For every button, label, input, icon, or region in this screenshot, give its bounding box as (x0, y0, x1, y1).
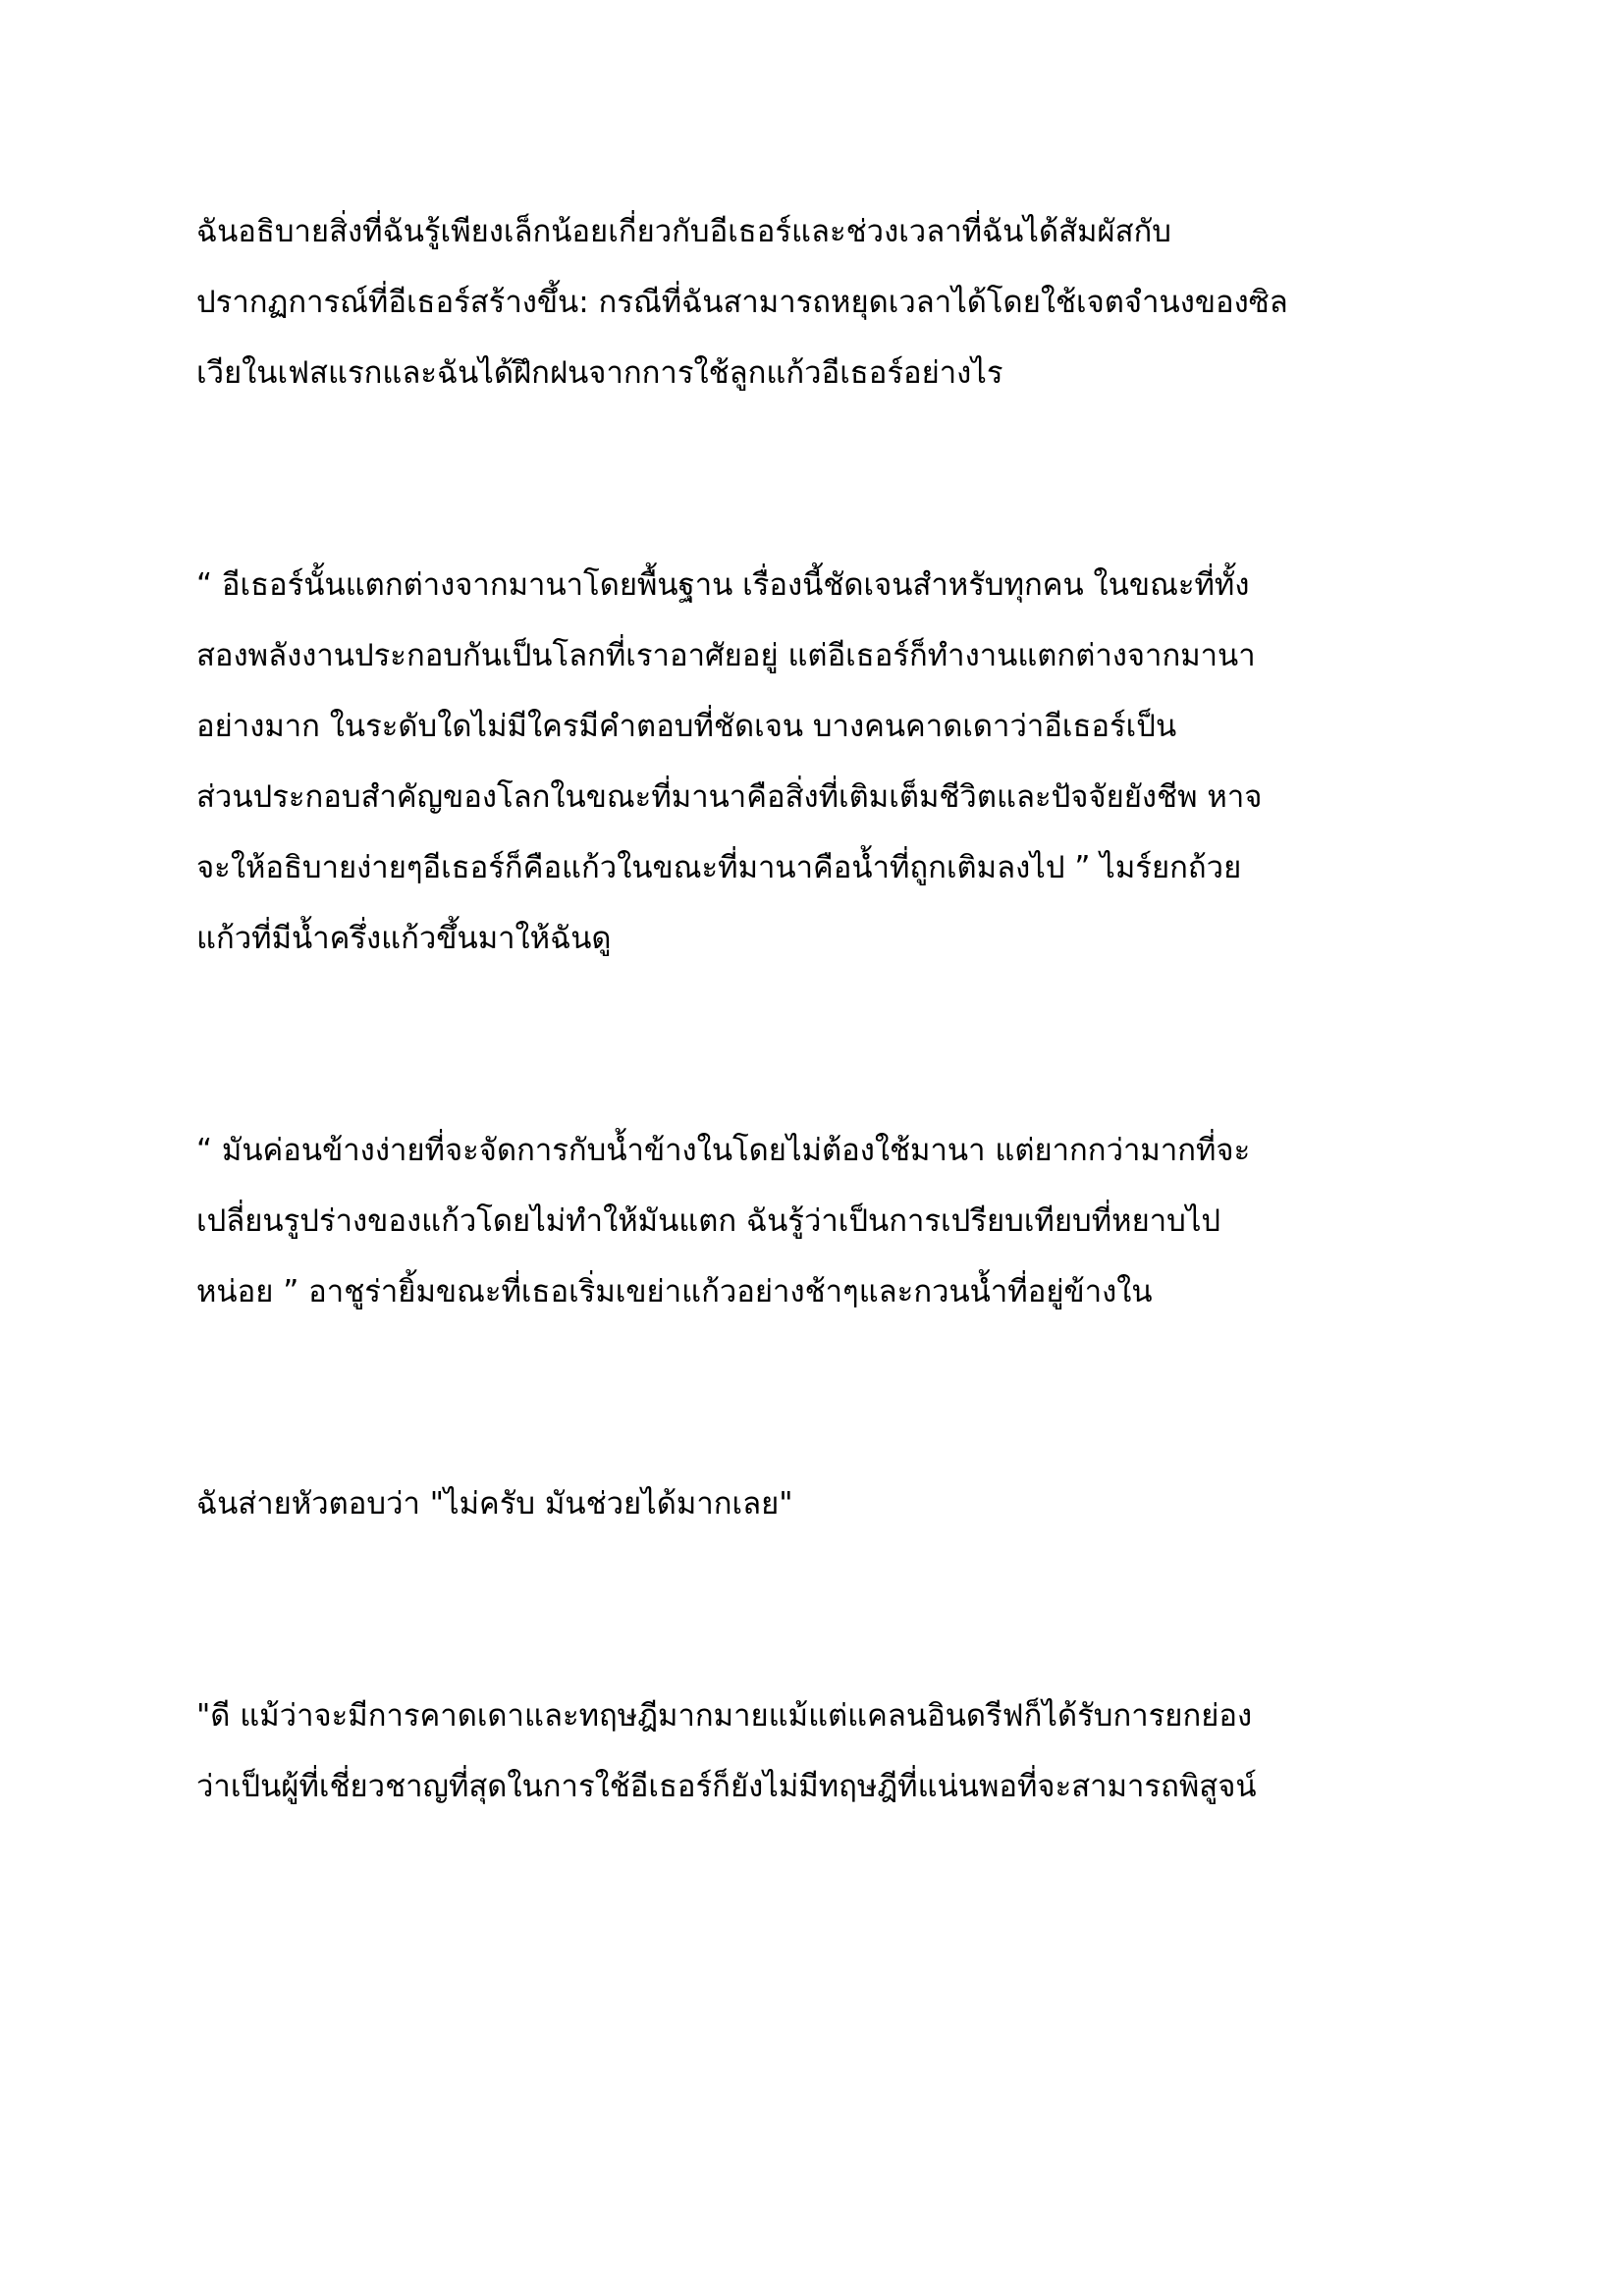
text-line: แก้วที่มีน้ำครึ่งแก้วขึ้นมาให้ฉันดู (196, 921, 612, 956)
paragraph-5 (196, 1681, 1443, 1822)
paragraph-3 (196, 1115, 1443, 1327)
text-line: สองพลังงานประกอบกันเป็นโลกที่เราอาศัยอยู่ แต่อีเธอร์ก็ทำงานแตกต่างจากมานา (196, 638, 1256, 673)
paragraph-4 (196, 1468, 1443, 1539)
paragraph-1 (196, 196, 1443, 408)
text-line: “ มันค่อนข้างง่ายที่จะจัดการกับน้ำข้างในโดยไม่ต้องใช้มานา แต่ยากกว่ามากที่จะ (196, 1133, 1251, 1168)
text-line: “ อีเธอร์นั้นแตกต่างจากมานาโดยพื้นฐาน เรื่องนี้ชัดเจนสำหรับทุกคน ในขณะที่ทั้ง (196, 567, 1250, 603)
text-line: ว่าเป็นผู้ที่เชี่ยวชาญที่สุดในการใช้อีเธอร์ก็ยังไม่มีทฤษฎีที่แน่นพอที่จะสามารถพิสูจน์ (196, 1769, 1257, 1804)
paragraph-2 (196, 550, 1443, 974)
text-line: อย่างมาก ในระดับใดไม่มีใครมีคำตอบที่ชัดเจน บางคนคาดเดาว่าอีเธอร์เป็น (196, 709, 1177, 744)
text-line: เวียในเฟสแรกและฉันได้ฝึกฝนจากการใช้ลูกแก้วอีเธอร์อย่างไร (196, 355, 1003, 391)
document-page (196, 196, 1443, 1822)
text-line: จะให้อธิบายง่ายๆอีเธอร์ก็คือแก้วในขณะที่มานาคือน้ำที่ถูกเติมลงไป ” ไมร์ยกถ้วย (196, 850, 1242, 885)
text-line: "ดี แม้ว่าจะมีการคาดเดาและทฤษฎีมากมายแม้แต่แคลนอินดรีฟก็ได้รับการยกย่อง (196, 1698, 1253, 1734)
text-line: เปลี่ยนรูปร่างของแก้วโดยไม่ทำให้มันแตก ฉันรู้ว่าเป็นการเปรียบเทียบที่หยาบไป (196, 1203, 1221, 1239)
text-line: ฉันส่ายหัวตอบว่า "ไม่ครับ มันช่วยได้มากเลย" (196, 1486, 793, 1522)
text-line: ฉันอธิบายสิ่งที่ฉันรู้เพียงเล็กน้อยเกี่ยวกับอีเธอร์และช่วงเวลาที่ฉันได้สัมผัสกับ (196, 214, 1171, 249)
text-line: ส่วนประกอบสำคัญของโลกในขณะที่มานาคือสิ่งที่เติมเต็มชีวิตและปัจจัยยังชีพ หาจ (196, 779, 1263, 815)
text-line: หน่อย ” อาชูร่ายิ้มขณะที่เธอเริ่มเขย่าแก้วอย่างช้าๆและกวนน้ำที่อยู่ข้างใน (196, 1274, 1153, 1309)
text-line: ปรากฏการณ์ที่อีเธอร์สร้างขึ้น: กรณีที่ฉันสามารถหยุดเวลาได้โดยใช้เจตจำนงของซิล (196, 285, 1288, 320)
